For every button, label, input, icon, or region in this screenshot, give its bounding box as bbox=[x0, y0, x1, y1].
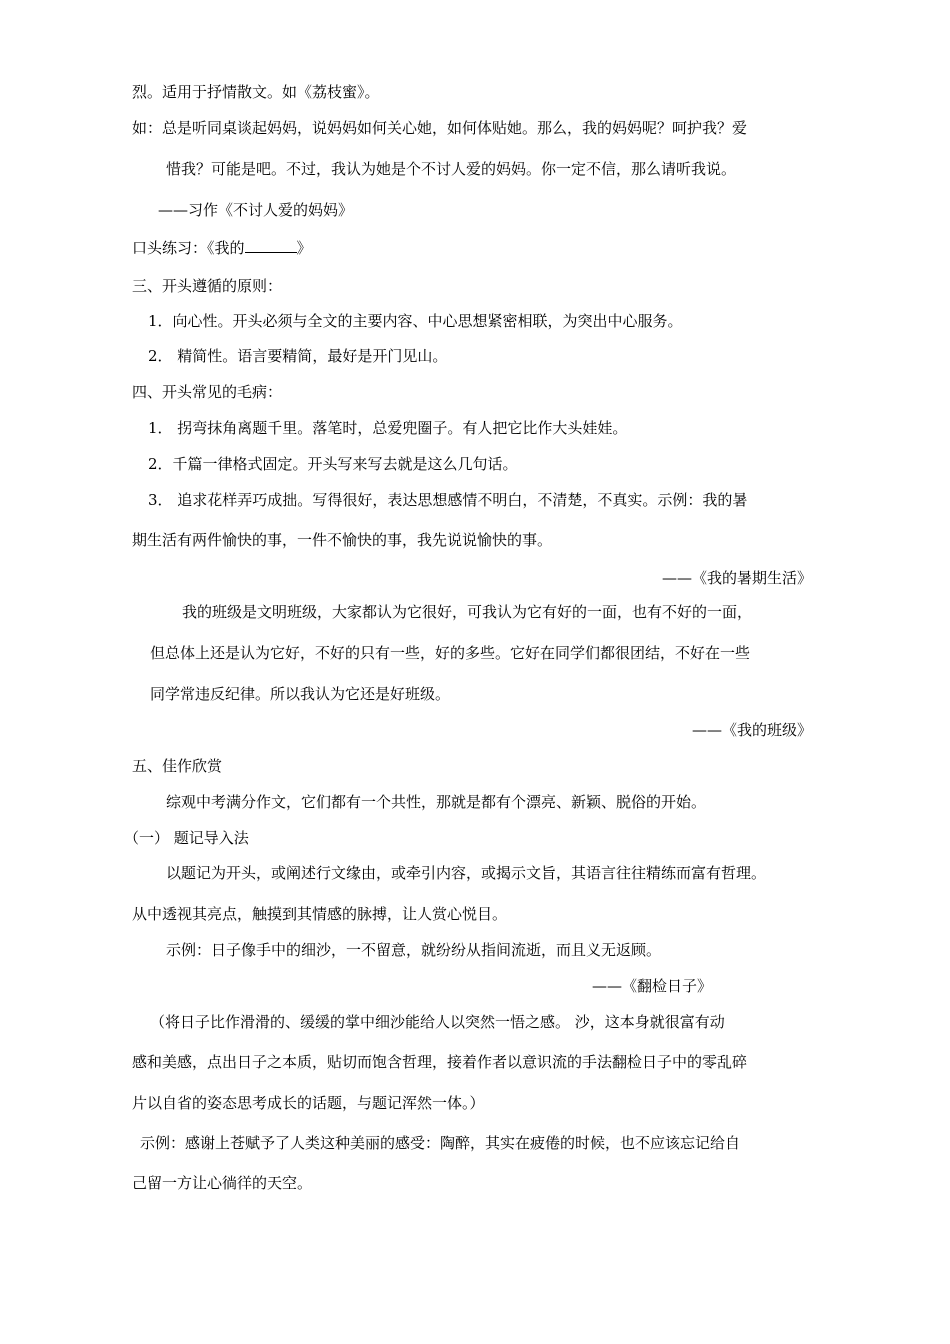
text-line: 己留一方让心徜徉的天空。 bbox=[132, 1174, 313, 1192]
text-line: 期生活有两件愉快的事，一件不愉快的事，我先说说愉快的事。 bbox=[132, 531, 553, 549]
text-line: 但总体上还是认为它好，不好的只有一些，好的多些。它好在同学们都很团结，不好在一些 bbox=[150, 644, 751, 662]
list-item: 1．向心性。开头必须与全文的主要内容、中心思想紧密相联，为突出中心服务。 bbox=[148, 312, 683, 330]
text-line: 惜我？可能是吧。不过，我认为她是个不讨人爱的妈妈。你一定不信，那么请听我说。 bbox=[166, 160, 737, 178]
source-attribution: ——习作《不讨人爱的妈妈》 bbox=[158, 201, 354, 219]
text-line: 感和美感，点出日子之本质，贴切而饱含哲理，接着作者以意识流的手法翻检日子中的零乱碎 bbox=[132, 1053, 748, 1071]
list-item: 1． 拐弯抹角离题千里。落笔时，总爱兜圈子。有人把它比作大头娃娃。 bbox=[148, 419, 628, 437]
text-line: 综观中考满分作文，它们都有一个共性，那就是都有个漂亮、新颖、脱俗的开始。 bbox=[166, 793, 707, 811]
text-line: 同学常违反纪律。所以我认为它还是好班级。 bbox=[150, 685, 451, 703]
text-line: 片以自省的姿态思考成长的话题，与题记浑然一体。） bbox=[132, 1094, 485, 1112]
section-heading: 三、开头遵循的原则： bbox=[132, 277, 283, 295]
exercise-label: 口头练习：《我的 bbox=[132, 239, 245, 257]
text-line: 烈。适用于抒情散文。如《荔枝蜜》。 bbox=[132, 83, 380, 101]
subsection-heading: （一） 题记导入法 bbox=[124, 829, 249, 847]
text-line: 示例：感谢上苍赋予了人类这种美丽的感受：陶醉，其实在疲倦的时候，也不应该忘记给自 bbox=[140, 1134, 741, 1152]
text-line: 我的班级是文明班级，大家都认为它很好，可我认为它有好的一面，也有不好的一面， bbox=[182, 603, 753, 621]
text-line: 以题记为开头，或阐述行文缘由，或牵引内容，或揭示文旨，其语言往往精练而富有哲理。 bbox=[166, 864, 767, 882]
text-line: 从中透视其亮点，触摸到其情感的脉搏，让人赏心悦目。 bbox=[132, 905, 508, 923]
source-attribution: ——《我的班级》 bbox=[691, 721, 812, 739]
source-attribution: ——《翻检日子》 bbox=[591, 977, 712, 995]
text-line: 示例：日子像手中的细沙，一不留意，就纷纷从指间流逝，而且义无返顾。 bbox=[166, 941, 662, 959]
section-heading: 五、佳作欣赏 bbox=[132, 757, 223, 775]
text-line bbox=[132, 238, 312, 258]
list-item: 3． 追求花样弄巧成拙。写得很好，表达思想感情不明白，不清楚，不真实。示例：我的暑 bbox=[148, 491, 748, 509]
fill-in-blank bbox=[245, 238, 297, 253]
list-item: 2． 精简性。语言要精简，最好是开门见山。 bbox=[148, 347, 448, 365]
text-line: 如：总是听同桌谈起妈妈，说妈妈如何关心她，如何体贴她。那么，我的妈妈呢？呵护我？爱 bbox=[132, 119, 748, 137]
list-item: 2．千篇一律格式固定。开头写来写去就是这么几句话。 bbox=[148, 455, 518, 473]
source-attribution: ——《我的暑期生活》 bbox=[661, 569, 812, 587]
text-line: （将日子比作滑滑的、缓缓的掌中细沙能给人以突然一悟之感。 沙，这本身就很富有动 bbox=[150, 1013, 725, 1031]
section-heading: 四、开头常见的毛病： bbox=[132, 383, 283, 401]
exercise-close: 》 bbox=[296, 239, 312, 257]
